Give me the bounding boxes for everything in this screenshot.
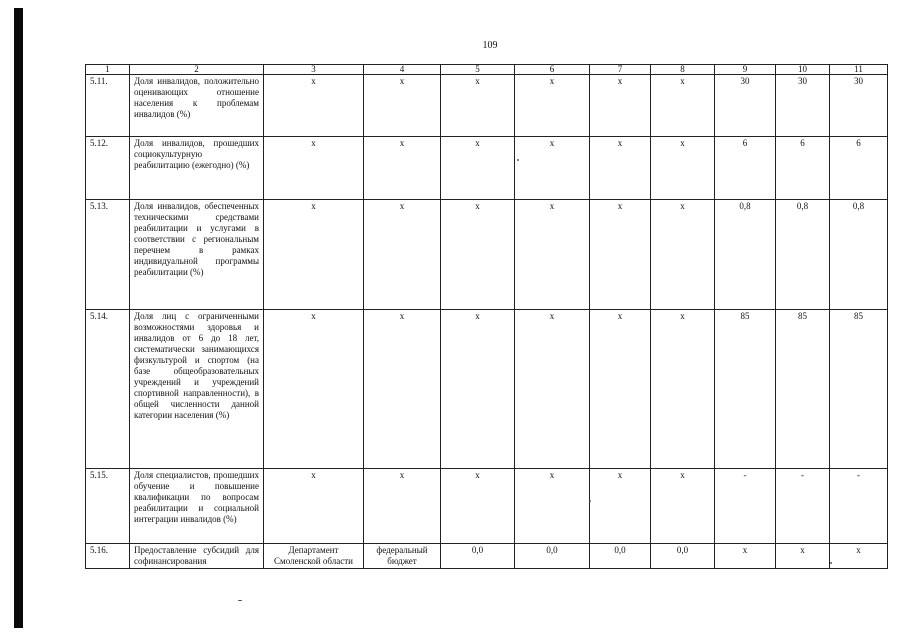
cell-value: х (651, 200, 715, 310)
cell-value: х (441, 75, 515, 137)
cell-value: 0,8 (830, 200, 888, 310)
cell-value: х (441, 310, 515, 469)
cell-value: х (364, 200, 441, 310)
cell-value: - (715, 469, 776, 544)
table-header-row (86, 65, 888, 75)
scan-speck (830, 562, 832, 564)
column-header: 5 (441, 65, 515, 75)
cell-value: х (590, 137, 651, 200)
cell-value: 0,0 (515, 544, 590, 569)
cell-value: х (264, 469, 364, 544)
cell-value: - (830, 469, 888, 544)
row-number: 5.13. (86, 200, 130, 310)
column-header: 11 (830, 65, 888, 75)
row-number: 5.15. (86, 469, 130, 544)
cell-value: 6 (830, 137, 888, 200)
page-number: 109 (482, 40, 498, 51)
cell-value: х (515, 137, 590, 200)
column-header: 7 (590, 65, 651, 75)
cell-value: 85 (715, 310, 776, 469)
cell-value: 30 (776, 75, 830, 137)
cell-value: х (515, 75, 590, 137)
table-row (86, 200, 888, 310)
cell-value: Департамент Смоленской области (264, 544, 364, 569)
cell-value: х (651, 137, 715, 200)
cell-value: х (515, 310, 590, 469)
binding-edge-bar (14, 8, 23, 628)
column-header: 3 (264, 65, 364, 75)
cell-value: х (515, 469, 590, 544)
cell-value: х (651, 75, 715, 137)
cell-value: 0,8 (715, 200, 776, 310)
cell-value: х (364, 75, 441, 137)
cell-value: х (715, 544, 776, 569)
cell-value: х (830, 544, 888, 569)
row-number: 5.12. (86, 137, 130, 200)
indicator-name: Доля специалистов, прошедших обучение и повышение квалификации по вопросам реабилитации и социальной интеграции инвалидов (%) (130, 469, 264, 544)
indicator-name: Доля инвалидов, положительно оценивающих отношение населения к проблемам инвалидов (%) (130, 75, 264, 137)
cell-value: х (264, 200, 364, 310)
cell-value: х (776, 544, 830, 569)
scan-speck (589, 500, 591, 502)
table-row (86, 469, 888, 544)
cell-value: х (264, 310, 364, 469)
cell-value: 85 (830, 310, 888, 469)
cell-value: х (515, 200, 590, 310)
cell-value: 30 (830, 75, 888, 137)
cell-value: х (264, 75, 364, 137)
cell-value: х (364, 469, 441, 544)
cell-value: 85 (776, 310, 830, 469)
indicator-name: Доля лиц с ограниченными возможностями здоровья и инвалидов от 6 до 18 лет, систематически занимающихся физкультурой и спортом (на базе общеобразовательных учреждений и учреждений спортивной направленности), в общей численности данной категории населения (%) (130, 310, 264, 469)
scan-speck (517, 159, 519, 161)
cell-value: х (651, 469, 715, 544)
column-header: 2 (130, 65, 264, 75)
row-number: 5.16. (86, 544, 130, 569)
cell-value: х (590, 200, 651, 310)
cell-value: х (590, 310, 651, 469)
column-header: 10 (776, 65, 830, 75)
cell-value: х (590, 75, 651, 137)
row-number: 5.11. (86, 75, 130, 137)
column-header: 4 (364, 65, 441, 75)
cell-value: 0,0 (651, 544, 715, 569)
cell-value: х (364, 310, 441, 469)
indicator-name: Предоставление субсидий для софинансирования (130, 544, 264, 569)
row-number: 5.14. (86, 310, 130, 469)
cell-value: х (590, 469, 651, 544)
column-header: 6 (515, 65, 590, 75)
cell-value: х (651, 310, 715, 469)
scan-speck (238, 600, 242, 601)
table-row (86, 544, 888, 569)
cell-value: - (776, 469, 830, 544)
cell-value: х (441, 200, 515, 310)
table-row (86, 75, 888, 137)
column-header: 9 (715, 65, 776, 75)
cell-value: х (441, 137, 515, 200)
cell-value: 30 (715, 75, 776, 137)
cell-value: х (264, 137, 364, 200)
indicator-name: Доля инвалидов, прошедших социокультурную реабилитацию (ежегодно) (%) (130, 137, 264, 200)
column-header: 8 (651, 65, 715, 75)
table-row (86, 137, 888, 200)
column-header: 1 (86, 65, 130, 75)
cell-value: 0,8 (776, 200, 830, 310)
cell-value: 0,0 (590, 544, 651, 569)
table-row (86, 310, 888, 469)
cell-value: 0,0 (441, 544, 515, 569)
cell-value: х (441, 469, 515, 544)
indicator-name: Доля инвалидов, обеспеченных техническими средствами реабилитации и услугами в соответствии с региональным перечнем в рамках индивидуальной программы реабилитации (%) (130, 200, 264, 310)
cell-value: х (364, 137, 441, 200)
indicator-table (85, 64, 888, 569)
cell-value: 6 (715, 137, 776, 200)
cell-value: 6 (776, 137, 830, 200)
cell-value: федеральный бюджет (364, 544, 441, 569)
